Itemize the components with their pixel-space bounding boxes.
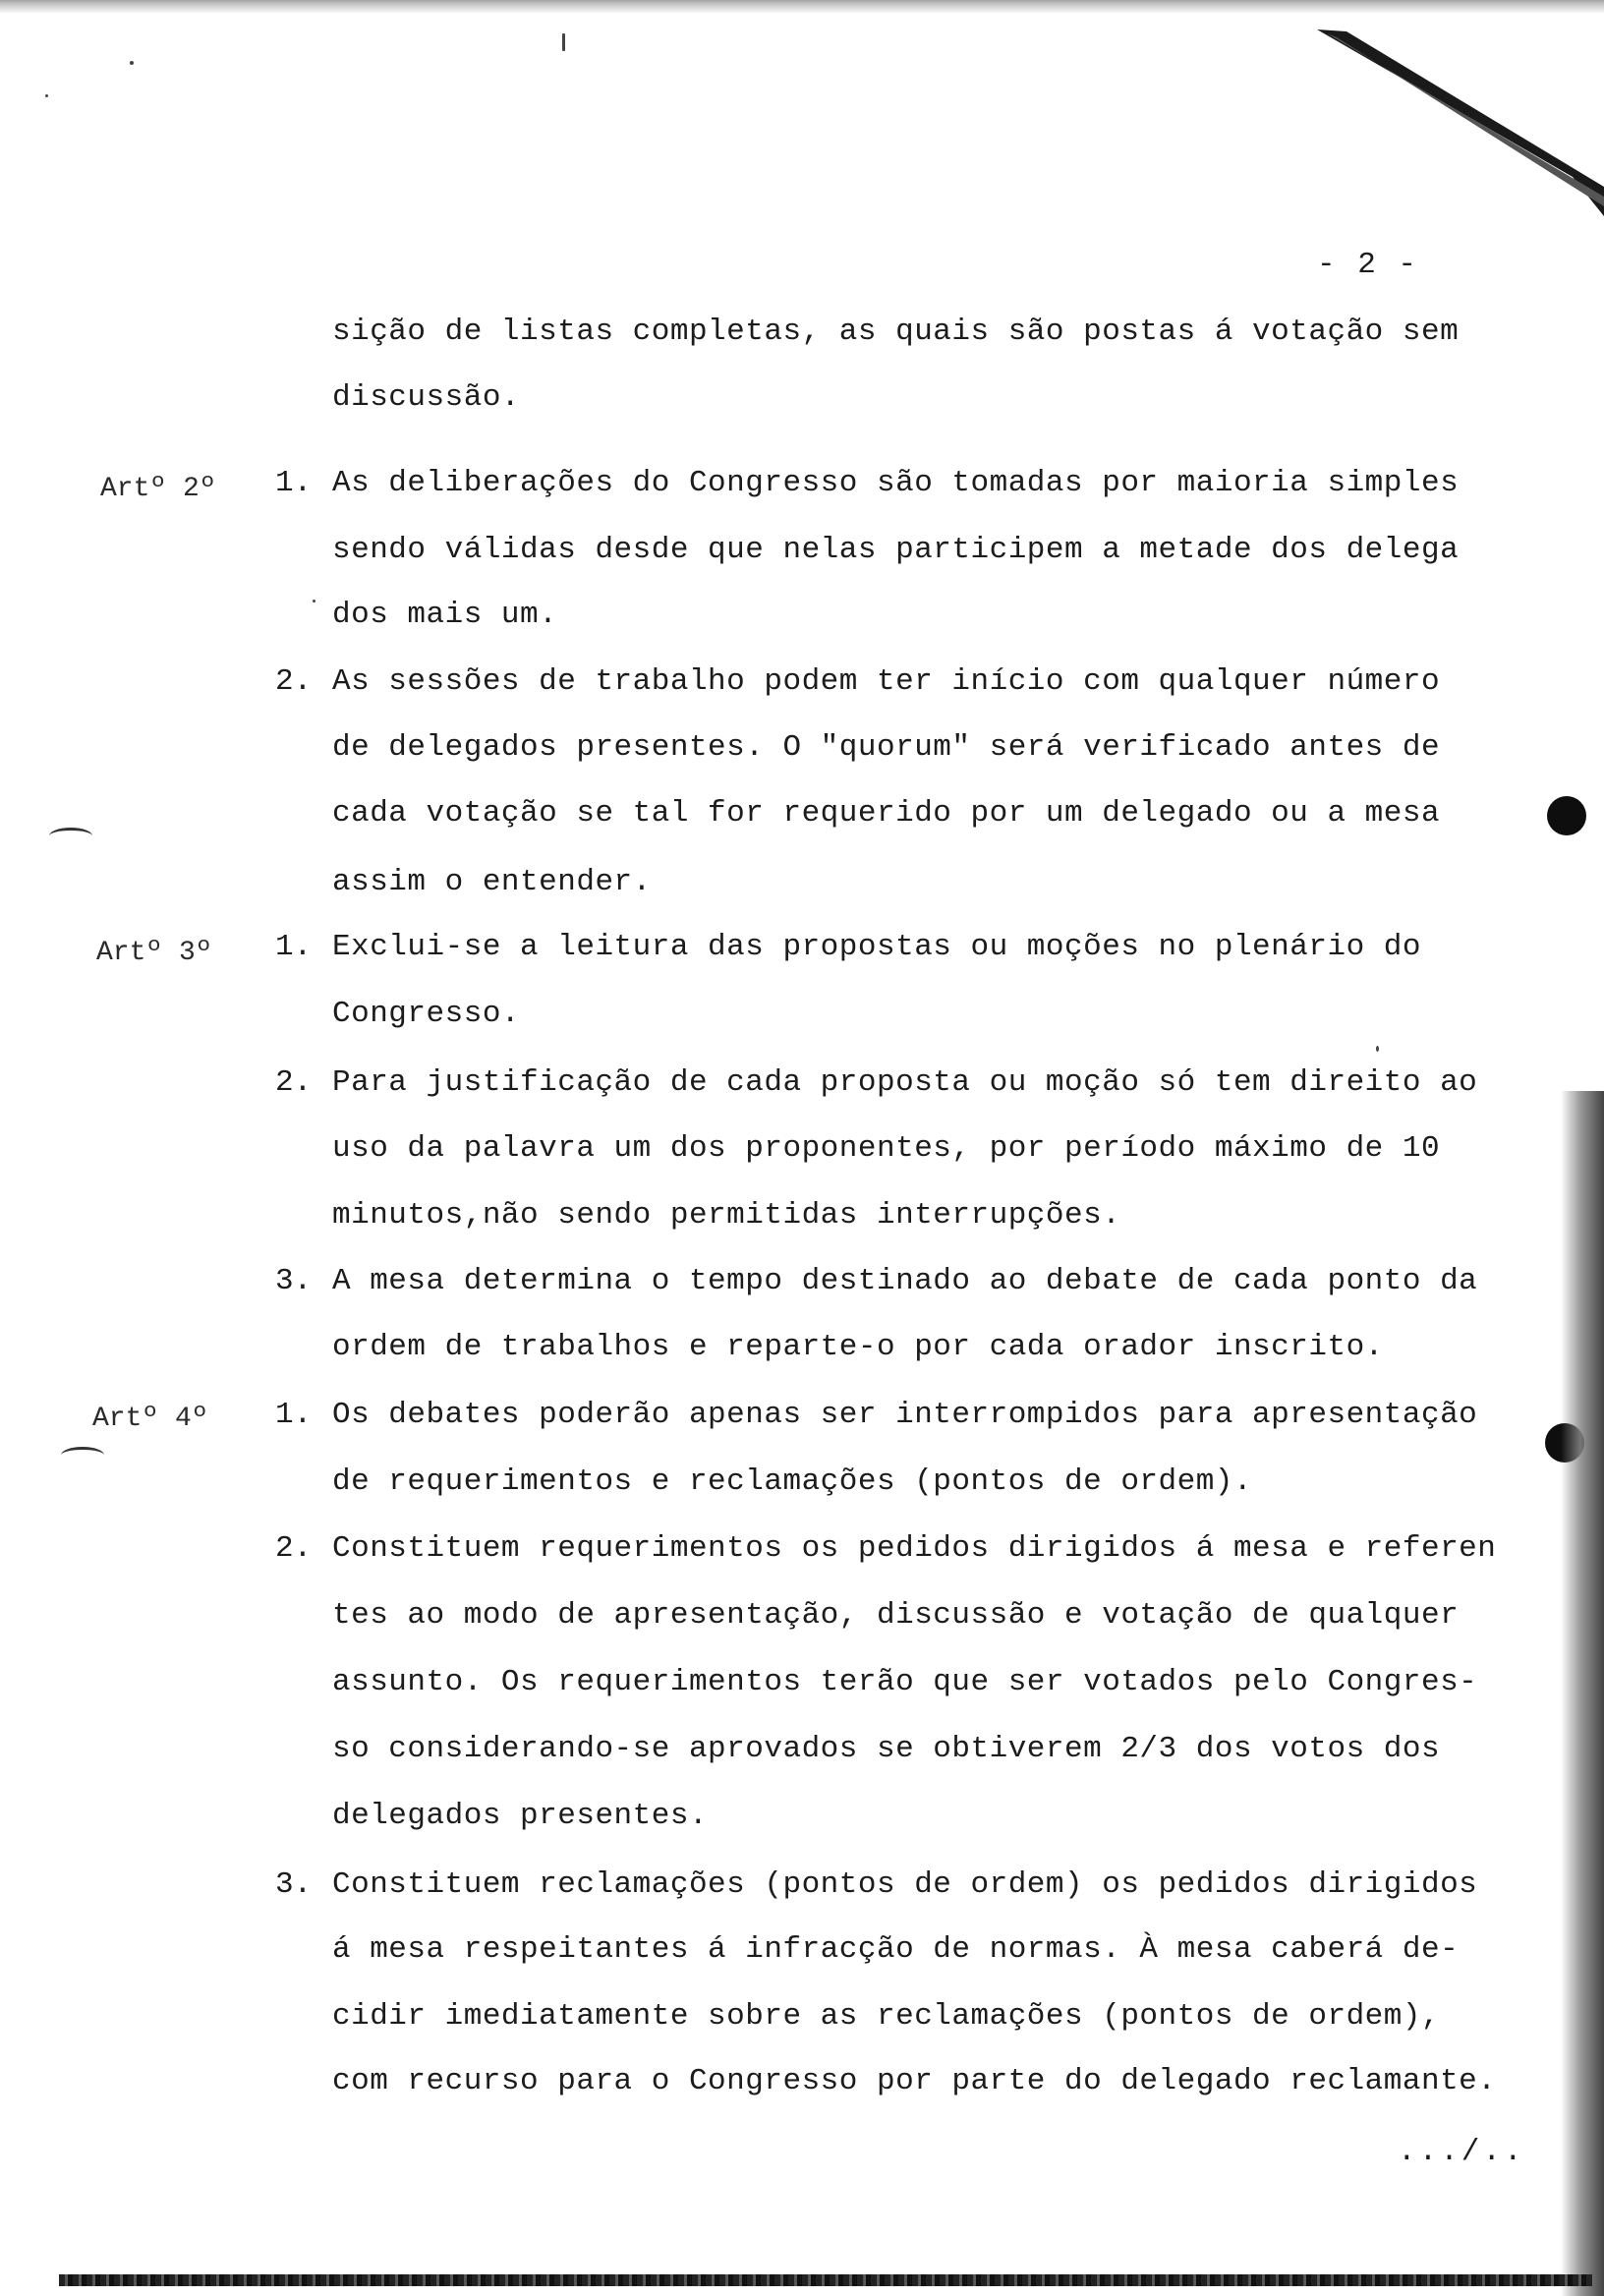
text-line: discussão. [332, 380, 521, 415]
text-line: sição de listas completas, as quais são postas á votação sem [332, 315, 1460, 349]
text-line: á mesa respeitantes á infracção de normas. À mesa caberá de- [332, 1932, 1460, 1967]
scan-bottom-edge [59, 2274, 1592, 2286]
text-line: sendo válidas desde que nelas participem a metade dos delega [332, 533, 1460, 567]
item-number: 3. [275, 1867, 313, 1902]
article-label: Artº 4º [92, 1404, 208, 1434]
text-line: dos mais um. [332, 598, 558, 632]
text-line: A mesa determina o tempo destinado ao debate de cada ponto da [332, 1264, 1478, 1298]
margin-mark [61, 1447, 104, 1464]
text-line: assunto. Os requerimentos terão que ser votados pelo Congres- [332, 1665, 1478, 1699]
item-number: 1. [275, 466, 313, 500]
text-line: As deliberações do Congresso são tomadas por maioria simples [332, 466, 1460, 500]
folded-corner-shadow [1307, 10, 1604, 226]
hole-punch [1547, 796, 1586, 835]
text-line: so considerando-se aprovados se obtiverem 2/3 dos votos dos [332, 1732, 1441, 1766]
margin-mark [49, 828, 92, 844]
text-line: Constituem requerimentos os pedidos dirigidos á mesa e referen [332, 1531, 1497, 1566]
text-line: As sessões de trabalho podem ter início com qualquer número [332, 664, 1441, 699]
item-number: 3. [275, 1264, 313, 1298]
page-number: - 2 - [1317, 248, 1419, 282]
text-line: Os debates poderão apenas ser interrompidos para apresentação [332, 1398, 1478, 1432]
text-line: Constituem reclamações (pontos de ordem) os pedidos dirigidos [332, 1867, 1478, 1902]
speck [1376, 1046, 1379, 1052]
item-number: 2. [275, 1531, 313, 1566]
text-line: de requerimentos e reclamações (pontos de ordem). [332, 1464, 1253, 1499]
speck [45, 94, 48, 97]
item-number: 2. [275, 1065, 313, 1100]
continuation-mark: .../.. [1398, 2135, 1525, 2169]
scan-right-edge [1561, 1091, 1604, 2296]
text-line: ordem de trabalhos e reparte-o por cada orador inscrito. [332, 1330, 1384, 1364]
text-line: de delegados presentes. O "quorum" será verificado antes de [332, 730, 1441, 765]
item-number: 1. [275, 930, 313, 964]
text-line: assim o entender. [332, 865, 652, 899]
text-line: tes ao modo de apresentação, discussão e votação de qualquer [332, 1598, 1460, 1633]
speck [313, 600, 315, 603]
text-line: uso da palavra um dos proponentes, por período máximo de 10 [332, 1131, 1441, 1166]
text-line: cidir imediatamente sobre as reclamações (pontos de ordem), [332, 1999, 1441, 2034]
text-line: Exclui-se a leitura das propostas ou moções no plenário do [332, 930, 1421, 964]
item-number: 1. [275, 1398, 313, 1432]
text-line: minutos,não sendo permitidas interrupções. [332, 1198, 1121, 1233]
text-line: delegados presentes. [332, 1799, 709, 1833]
speck [130, 61, 134, 65]
text-line: Congresso. [332, 997, 521, 1031]
speck [562, 33, 565, 51]
text-line: Para justificação de cada proposta ou moção só tem direito ao [332, 1065, 1478, 1100]
text-line: cada votação se tal for requerido por um delegado ou a mesa [332, 796, 1441, 831]
article-label: Artº 3º [96, 938, 212, 968]
text-line: com recurso para o Congresso por parte do delegado reclamante. [332, 2064, 1497, 2098]
item-number: 2. [275, 664, 313, 699]
article-label: Artº 2º [100, 474, 216, 504]
